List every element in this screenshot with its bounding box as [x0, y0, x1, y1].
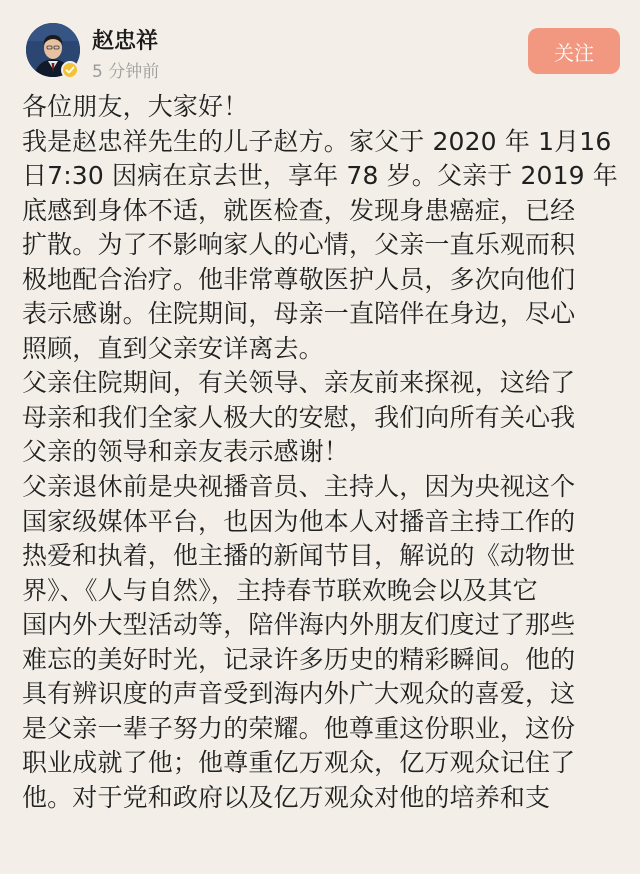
post-line: 热爱和执着，他主播的新闻节目，解说的《动物世 — [22, 541, 576, 571]
post-content — [22, 90, 622, 815]
post-line: 底感到身体不适，就医检查，发现身患癌症，已经 — [22, 195, 576, 225]
username[interactable]: 赵忠祥 — [92, 29, 159, 54]
post-line: 父亲住院期间，有关领导、亲友前来探视，这给了 — [22, 368, 576, 398]
post-line: 表示感谢。住院期间，母亲一直陪伴在身边，尽心 — [22, 299, 576, 329]
post-line: 父亲退休前是央视播音员、主持人，因为央视这个 — [22, 472, 576, 502]
post-header — [0, 0, 640, 90]
verified-badge-icon — [61, 61, 79, 79]
post-line: 照顾，直到父亲安详离去。 — [22, 333, 324, 363]
post-line: 他。对于党和政府以及亿万观众对他的培养和支 — [22, 782, 551, 812]
post-time: 5 分钟前 — [92, 62, 160, 82]
post-line: 职业成就了他；他尊重亿万观众，亿万观众记住了 — [22, 748, 576, 778]
post-line: 国家级媒体平台，也因为他本人对播音主持工作的 — [22, 506, 576, 536]
post-line: 日7:30 因病在京去世，享年 78 岁。父亲于 2019 年 — [22, 161, 618, 191]
post-line: 扩散。为了不影响家人的心情，父亲一直乐观而积 — [22, 230, 576, 260]
post-line: 具有辨识度的声音受到海内外广大观众的喜爱，这 — [22, 679, 576, 709]
post-line: 界》、《人与自然》，主持春节联欢晚会以及其它 — [22, 575, 538, 605]
post-line: 各位朋友，大家好！ — [22, 92, 249, 121]
post-line: 我是赵忠祥先生的儿子赵方。家父于 2020 年 1月16 — [22, 126, 612, 156]
post-line: 是父亲一辈子努力的荣耀。他尊重这份职业，这份 — [22, 713, 576, 743]
post-line: 父亲的领导和亲友表示感谢！ — [22, 437, 349, 467]
post-line: 母亲和我们全家人极大的安慰，我们向所有关心我 — [22, 402, 576, 432]
follow-button[interactable]: 关注 — [528, 28, 620, 74]
post-line: 极地配合治疗。他非常尊敬医护人员，多次向他们 — [22, 264, 576, 294]
post-line: 难忘的美好时光，记录许多历史的精彩瞬间。他的 — [22, 644, 576, 674]
post-line: 国内外大型活动等，陪伴海内外朋友们度过了那些 — [22, 610, 576, 640]
